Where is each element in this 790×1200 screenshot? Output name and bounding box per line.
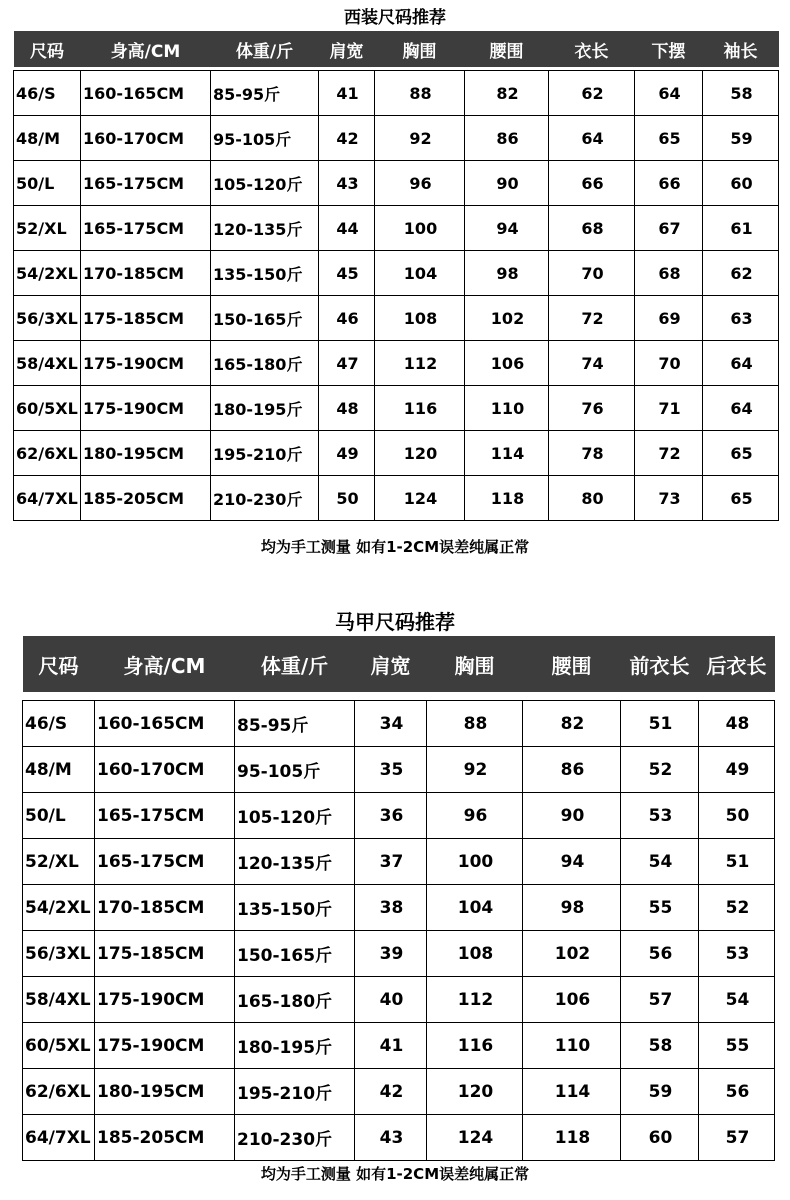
table-cell: 104 [427, 885, 523, 931]
table-cell: 64 [703, 386, 779, 431]
table-cell: 68 [635, 251, 703, 296]
suit-header-cell: 腰围 [465, 31, 549, 67]
table-cell: 60/5XL [14, 386, 81, 431]
suit-header-cell: 胸围 [375, 31, 465, 67]
table-cell: 106 [465, 341, 549, 386]
suit-header-cell: 体重/斤 [211, 31, 319, 67]
vest-header-gap-cell [23, 692, 775, 701]
table-cell: 165-175CM [81, 206, 211, 251]
table-cell: 175-190CM [95, 977, 235, 1023]
vest-header-cell: 身高/CM [95, 636, 235, 692]
table-cell: 82 [465, 71, 549, 116]
table-cell: 175-185CM [95, 931, 235, 977]
suit-header-cell: 肩宽 [319, 31, 375, 67]
table-row [23, 747, 775, 793]
table-cell: 80 [549, 476, 635, 521]
table-cell: 118 [523, 1115, 621, 1161]
table-cell: 71 [635, 386, 703, 431]
table-cell: 48 [699, 701, 775, 747]
suit-measurement-note: 均为手工测量 如有1-2CM误差纯属正常 [260, 538, 530, 556]
table-cell: 94 [465, 206, 549, 251]
table-cell: 44 [319, 206, 375, 251]
table-cell: 106 [523, 977, 621, 1023]
table-cell: 68 [549, 206, 635, 251]
table-cell: 175-190CM [95, 1023, 235, 1069]
table-cell: 116 [375, 386, 465, 431]
table-cell: 70 [549, 251, 635, 296]
table-cell: 92 [375, 116, 465, 161]
table-cell: 66 [635, 161, 703, 206]
table-cell: 59 [621, 1069, 699, 1115]
table-cell: 56/3XL [23, 931, 95, 977]
table-cell: 170-185CM [81, 251, 211, 296]
table-cell: 57 [699, 1115, 775, 1161]
suit-table-body [14, 67, 779, 521]
table-cell: 45 [319, 251, 375, 296]
table-cell: 165-175CM [95, 793, 235, 839]
table-cell: 105-120斤 [235, 793, 355, 839]
table-cell: 102 [523, 931, 621, 977]
table-row [14, 71, 779, 116]
table-cell: 90 [523, 793, 621, 839]
table-cell: 60 [621, 1115, 699, 1161]
table-cell: 72 [635, 431, 703, 476]
table-row [14, 296, 779, 341]
table-cell: 38 [355, 885, 427, 931]
table-cell: 150-165斤 [211, 296, 319, 341]
table-cell: 49 [319, 431, 375, 476]
table-cell: 64 [549, 116, 635, 161]
table-cell: 185-205CM [95, 1115, 235, 1161]
table-cell: 49 [699, 747, 775, 793]
table-cell: 108 [427, 931, 523, 977]
table-cell: 50 [319, 476, 375, 521]
table-cell: 85-95斤 [211, 71, 319, 116]
table-cell: 57 [621, 977, 699, 1023]
table-cell: 41 [319, 71, 375, 116]
table-cell: 180-195斤 [235, 1023, 355, 1069]
table-cell: 118 [465, 476, 549, 521]
table-cell: 124 [375, 476, 465, 521]
table-cell: 65 [703, 431, 779, 476]
table-row [14, 161, 779, 206]
suit-table-title: 西装尺码推荐 [344, 8, 446, 28]
table-cell: 104 [375, 251, 465, 296]
table-cell: 110 [465, 386, 549, 431]
table-cell: 61 [703, 206, 779, 251]
table-cell: 135-150斤 [211, 251, 319, 296]
table-cell: 82 [523, 701, 621, 747]
table-cell: 88 [375, 71, 465, 116]
table-cell: 40 [355, 977, 427, 1023]
table-cell: 195-210斤 [211, 431, 319, 476]
table-cell: 54 [699, 977, 775, 1023]
table-cell: 165-180斤 [211, 341, 319, 386]
table-cell: 85-95斤 [235, 701, 355, 747]
table-cell: 180-195斤 [211, 386, 319, 431]
table-cell: 66 [549, 161, 635, 206]
table-cell: 135-150斤 [235, 885, 355, 931]
table-cell: 52/XL [14, 206, 81, 251]
table-cell: 51 [699, 839, 775, 885]
table-cell: 175-190CM [81, 386, 211, 431]
table-cell: 116 [427, 1023, 523, 1069]
table-cell: 67 [635, 206, 703, 251]
table-cell: 48/M [23, 747, 95, 793]
vest-measurement-note: 均为手工测量 如有1-2CM误差纯属正常 [260, 1165, 530, 1183]
table-cell: 165-175CM [95, 839, 235, 885]
table-cell: 59 [703, 116, 779, 161]
vest-header-cell: 尺码 [23, 636, 95, 692]
table-row [23, 701, 775, 747]
table-row [14, 431, 779, 476]
table-cell: 69 [635, 296, 703, 341]
table-cell: 72 [549, 296, 635, 341]
suit-header-row [14, 31, 779, 67]
table-cell: 76 [549, 386, 635, 431]
table-cell: 114 [523, 1069, 621, 1115]
table-cell: 56 [699, 1069, 775, 1115]
vest-header-cell: 胸围 [427, 636, 523, 692]
table-cell: 50 [699, 793, 775, 839]
table-cell: 46/S [14, 71, 81, 116]
table-cell: 37 [355, 839, 427, 885]
table-cell: 58/4XL [23, 977, 95, 1023]
table-cell: 100 [427, 839, 523, 885]
table-cell: 48/M [14, 116, 81, 161]
vest-table-body [23, 692, 775, 1161]
vest-table-title: 马甲尺码推荐 [335, 610, 455, 634]
table-cell: 43 [319, 161, 375, 206]
table-cell: 42 [319, 116, 375, 161]
table-cell: 90 [465, 161, 549, 206]
table-cell: 52 [621, 747, 699, 793]
table-cell: 105-120斤 [211, 161, 319, 206]
table-cell: 114 [465, 431, 549, 476]
table-cell: 92 [427, 747, 523, 793]
table-cell: 165-180斤 [235, 977, 355, 1023]
table-cell: 55 [699, 1023, 775, 1069]
table-cell: 64/7XL [23, 1115, 95, 1161]
table-cell: 36 [355, 793, 427, 839]
suit-header-cell: 身高/CM [81, 31, 211, 67]
table-cell: 70 [635, 341, 703, 386]
table-cell: 54 [621, 839, 699, 885]
table-cell: 41 [355, 1023, 427, 1069]
table-cell: 64 [635, 71, 703, 116]
table-cell: 102 [465, 296, 549, 341]
table-row [23, 931, 775, 977]
table-cell: 62 [703, 251, 779, 296]
vest-header-cell: 后衣长 [699, 636, 775, 692]
vest-header-cell: 肩宽 [355, 636, 427, 692]
table-cell: 86 [465, 116, 549, 161]
table-cell: 120-135斤 [211, 206, 319, 251]
table-cell: 53 [621, 793, 699, 839]
vest-header-cell: 体重/斤 [235, 636, 355, 692]
table-cell: 48 [319, 386, 375, 431]
table-cell: 160-165CM [81, 71, 211, 116]
table-cell: 74 [549, 341, 635, 386]
table-row [23, 885, 775, 931]
table-cell: 86 [523, 747, 621, 793]
table-cell: 96 [427, 793, 523, 839]
table-cell: 160-165CM [95, 701, 235, 747]
table-cell: 51 [621, 701, 699, 747]
suit-size-table [13, 31, 779, 521]
table-cell: 112 [375, 341, 465, 386]
table-cell: 56 [621, 931, 699, 977]
table-cell: 50/L [14, 161, 81, 206]
table-cell: 120-135斤 [235, 839, 355, 885]
table-cell: 180-195CM [95, 1069, 235, 1115]
table-cell: 175-185CM [81, 296, 211, 341]
table-cell: 62/6XL [23, 1069, 95, 1115]
table-row [23, 1069, 775, 1115]
table-cell: 64 [703, 341, 779, 386]
table-cell: 110 [523, 1023, 621, 1069]
table-cell: 58/4XL [14, 341, 81, 386]
vest-header-cell: 腰围 [523, 636, 621, 692]
table-cell: 50/L [23, 793, 95, 839]
table-cell: 53 [699, 931, 775, 977]
table-cell: 165-175CM [81, 161, 211, 206]
table-cell: 46 [319, 296, 375, 341]
table-cell: 175-190CM [81, 341, 211, 386]
table-cell: 95-105斤 [211, 116, 319, 161]
table-row [14, 251, 779, 296]
vest-header-gap [23, 692, 775, 701]
table-cell: 54/2XL [14, 251, 81, 296]
table-cell: 210-230斤 [235, 1115, 355, 1161]
table-cell: 34 [355, 701, 427, 747]
table-row [23, 1115, 775, 1161]
table-cell: 62/6XL [14, 431, 81, 476]
table-cell: 56/3XL [14, 296, 81, 341]
table-row [14, 116, 779, 161]
table-cell: 112 [427, 977, 523, 1023]
table-cell: 52 [699, 885, 775, 931]
table-cell: 65 [635, 116, 703, 161]
table-row [14, 476, 779, 521]
table-cell: 88 [427, 701, 523, 747]
table-cell: 120 [375, 431, 465, 476]
table-cell: 62 [549, 71, 635, 116]
table-row [23, 839, 775, 885]
suit-header-cell: 尺码 [14, 31, 81, 67]
table-cell: 58 [703, 71, 779, 116]
table-cell: 94 [523, 839, 621, 885]
table-row [23, 793, 775, 839]
vest-header-cell: 前衣长 [621, 636, 699, 692]
table-row [14, 386, 779, 431]
table-cell: 60/5XL [23, 1023, 95, 1069]
table-cell: 73 [635, 476, 703, 521]
table-row [14, 206, 779, 251]
table-cell: 58 [621, 1023, 699, 1069]
table-cell: 160-170CM [95, 747, 235, 793]
table-cell: 124 [427, 1115, 523, 1161]
table-cell: 120 [427, 1069, 523, 1115]
table-cell: 160-170CM [81, 116, 211, 161]
table-cell: 108 [375, 296, 465, 341]
table-cell: 35 [355, 747, 427, 793]
table-cell: 100 [375, 206, 465, 251]
table-cell: 55 [621, 885, 699, 931]
table-row [23, 977, 775, 1023]
table-row [14, 341, 779, 386]
table-cell: 46/S [23, 701, 95, 747]
table-cell: 54/2XL [23, 885, 95, 931]
table-cell: 63 [703, 296, 779, 341]
table-cell: 65 [703, 476, 779, 521]
table-cell: 78 [549, 431, 635, 476]
table-cell: 60 [703, 161, 779, 206]
table-cell: 150-165斤 [235, 931, 355, 977]
table-cell: 170-185CM [95, 885, 235, 931]
table-cell: 98 [465, 251, 549, 296]
vest-size-table [22, 636, 775, 1161]
table-cell: 39 [355, 931, 427, 977]
table-cell: 185-205CM [81, 476, 211, 521]
table-row [23, 1023, 775, 1069]
table-cell: 43 [355, 1115, 427, 1161]
table-cell: 96 [375, 161, 465, 206]
suit-header-cell: 下摆 [635, 31, 703, 67]
suit-header-cell: 衣长 [549, 31, 635, 67]
table-cell: 42 [355, 1069, 427, 1115]
table-cell: 180-195CM [81, 431, 211, 476]
suit-header-cell: 袖长 [703, 31, 779, 67]
table-cell: 210-230斤 [211, 476, 319, 521]
table-cell: 195-210斤 [235, 1069, 355, 1115]
table-cell: 95-105斤 [235, 747, 355, 793]
table-cell: 98 [523, 885, 621, 931]
table-cell: 64/7XL [14, 476, 81, 521]
vest-header-row [23, 636, 775, 692]
table-cell: 47 [319, 341, 375, 386]
table-cell: 52/XL [23, 839, 95, 885]
